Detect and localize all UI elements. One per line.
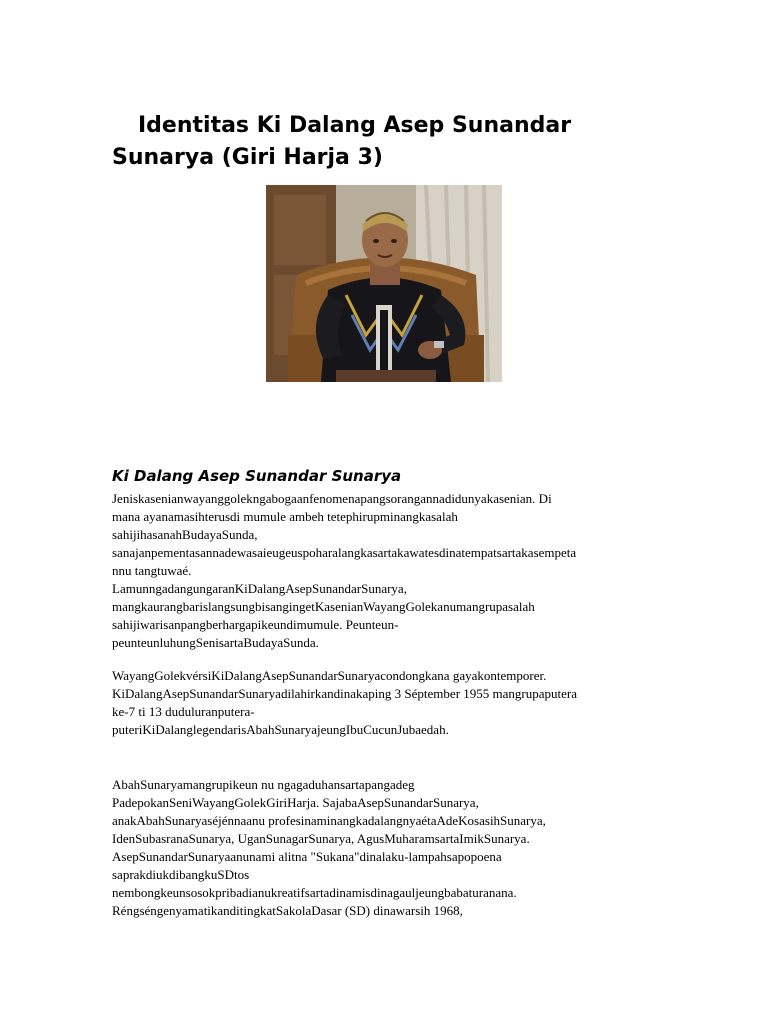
paragraph-line: sanajanpementasannadewasaieugeuspoharalangkasartakawatesdinatempatsartakasempeta	[112, 545, 577, 560]
paragraph-line: anakAbahSunaryaséjénnaanu profesinaminangkadalangnyaétaAdeKosasihSunarya,	[112, 813, 546, 828]
paragraph-line: sahijihasanahBudayaSunda,	[112, 527, 258, 542]
paragraph-line: PadepokanSeniWayangGolekGiriHarja. SajabaAsepSunandarSunarya,	[112, 795, 479, 810]
paragraph-line: RéngséngenyamatikanditingkatSakolaDasar (SD) dinawarsih 1968,	[112, 903, 463, 918]
paragraph-line: puteriKiDalanglegendarisAbahSunaryajeungIbuCucunJubaedah.	[112, 722, 449, 737]
paragraph-line: LamunngadangungaranKiDalangAsepSunandarSunarya,	[112, 581, 407, 596]
paragraph-line: KiDalangAsepSunandarSunaryadilahirkandinakaping 3 Séptember 1955 mangrupaputera	[112, 686, 577, 701]
title-line-2: Sunarya (Giri Harja 3)	[112, 145, 383, 170]
paragraph-3	[112, 776, 672, 920]
paragraph-line: mana ayanamasihterusdi mumule ambeh tetephirupminangkasalah	[112, 509, 458, 524]
title-line-1: Identitas Ki Dalang Asep Sunandar	[138, 113, 572, 138]
paragraph-line: ke-7 ti 13 duduluranputera-	[112, 704, 255, 719]
paragraph-line: IdenSubasranaSunarya, UganSunagarSunarya, AgusMuharamsartaImikSunarya.	[112, 831, 530, 846]
paragraph-line: nembongkeunsosokpribadianukreatifsartadinamisdinagauljeungbabaturanana.	[112, 885, 517, 900]
paragraph-line: AbahSunaryamangrupikeun nu ngagaduhansartapangadeg	[112, 777, 415, 792]
paragraph-line: sahijiwarisanpangberhargapikeundimumule. Peunteun-	[112, 617, 399, 632]
section-heading: Ki Dalang Asep Sunandar Sunarya	[112, 467, 402, 485]
paragraph-line: nnu tangtuwaé.	[112, 563, 192, 578]
paragraph-line: Jeniskaseniаnwayanggolekngabogaanfenomenapangsorangannadidunyakaseniаn. Di	[112, 491, 552, 506]
paragraph-line: AsepSunandarSunaryaanunami alitna "Sukana"dinalaku-lampahsapopoena	[112, 849, 502, 864]
page-title	[112, 110, 652, 174]
paragraph-line: WayangGolekvérsiKiDalangAsepSunandarSunaryacondongkana gayakontemporer.	[112, 668, 547, 683]
paragraph-1	[112, 490, 672, 652]
paragraph-2	[112, 667, 672, 739]
paragraph-line: peunteunluhungSenisartaBudayaSunda.	[112, 635, 319, 650]
paragraph-line: mangkaurangbarislangsungbisangingetKasenianWayangGolekanumangrupasalah	[112, 599, 535, 614]
paragraph-line: saprakdiukdibangkuSDtos	[112, 867, 250, 882]
portrait-photo	[266, 185, 502, 382]
